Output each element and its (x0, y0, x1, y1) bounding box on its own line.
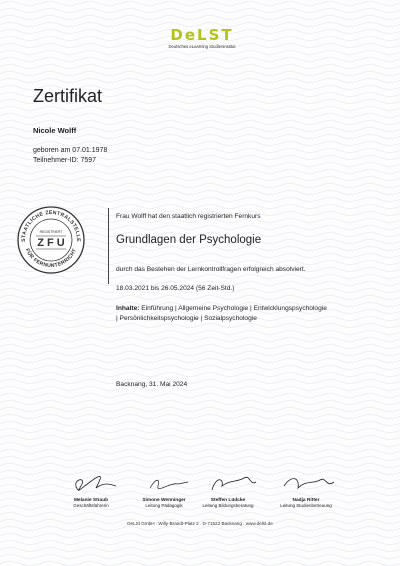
signer-name: Nadja Ritter (292, 498, 320, 503)
signer-role: Geschäftsführerin (73, 503, 109, 508)
seal-registriert: REGISTRIERT (39, 230, 63, 234)
course-contents-line2: | Persönlichkeitspsychologie | Sozialpsychologie (116, 315, 257, 322)
certificate-title: Zertifikat (33, 86, 103, 106)
signature-block-4 (271, 498, 341, 508)
participant-id: Teilnehmer-ID: 7597 (33, 157, 97, 164)
birth-date: geboren am 07.01.1978 (33, 147, 108, 154)
signature-block-2 (129, 498, 199, 508)
signer-name: Simone Wenninger (142, 498, 186, 503)
signer-role: Leitung Bildungsberatung (202, 503, 254, 508)
signer-name: Steffen Lüdcke (210, 498, 246, 503)
logo-subtitle: Deutsches eLearning Studieninstitut (168, 44, 236, 49)
course-contents-line1 (116, 305, 327, 312)
logo-wordmark: DeLST (170, 26, 234, 44)
footer-address: DeLSt GmbH . Willy-Brandt-Platz 2 . D-71522 Backnang . www.delst.de (127, 521, 273, 526)
participant-name: Nicole Wolff (33, 126, 77, 135)
course-title: Grundlagen der Psychologie (116, 234, 262, 246)
contents-text-1: Einführung | Allgemeine Psychologie | Entwicklungspsychologie (139, 305, 327, 312)
zfu-seal-icon (16, 205, 86, 275)
svg-text:STAATLICHE ZENTRALSTELLE: STAATLICHE ZENTRALSTELLE (20, 209, 82, 242)
divider-line (108, 208, 109, 284)
signer-role: Leitung Studienbetreuung (280, 503, 332, 508)
signer-name: Melanie Straub (73, 498, 109, 503)
svg-text:FÜR FERNUNTERRICHT: FÜR FERNUNTERRICHT (23, 247, 79, 270)
contents-label: Inhalte: (116, 305, 140, 312)
handwritten-signatures (0, 470, 400, 498)
place-date: Backnang, 31. Mai 2024 (116, 381, 188, 388)
signer-role: Leitung Pädagogik (145, 503, 183, 508)
course-intro: Frau Wolff hat den staatlich registrierten Fernkurs (116, 213, 261, 220)
signature-block-3 (193, 498, 263, 508)
participant-details (33, 146, 107, 166)
seal-letters: Z F U (37, 237, 65, 249)
course-passed-text: durch das Bestehen der Lernkontrollfragen erfolgreich absolviert. (116, 266, 306, 273)
signature-block-1 (56, 498, 126, 508)
course-period: 18.03.2021 bis 26.05.2024 (56 Zeit-Std.) (116, 285, 235, 292)
delst-logo (162, 26, 242, 49)
